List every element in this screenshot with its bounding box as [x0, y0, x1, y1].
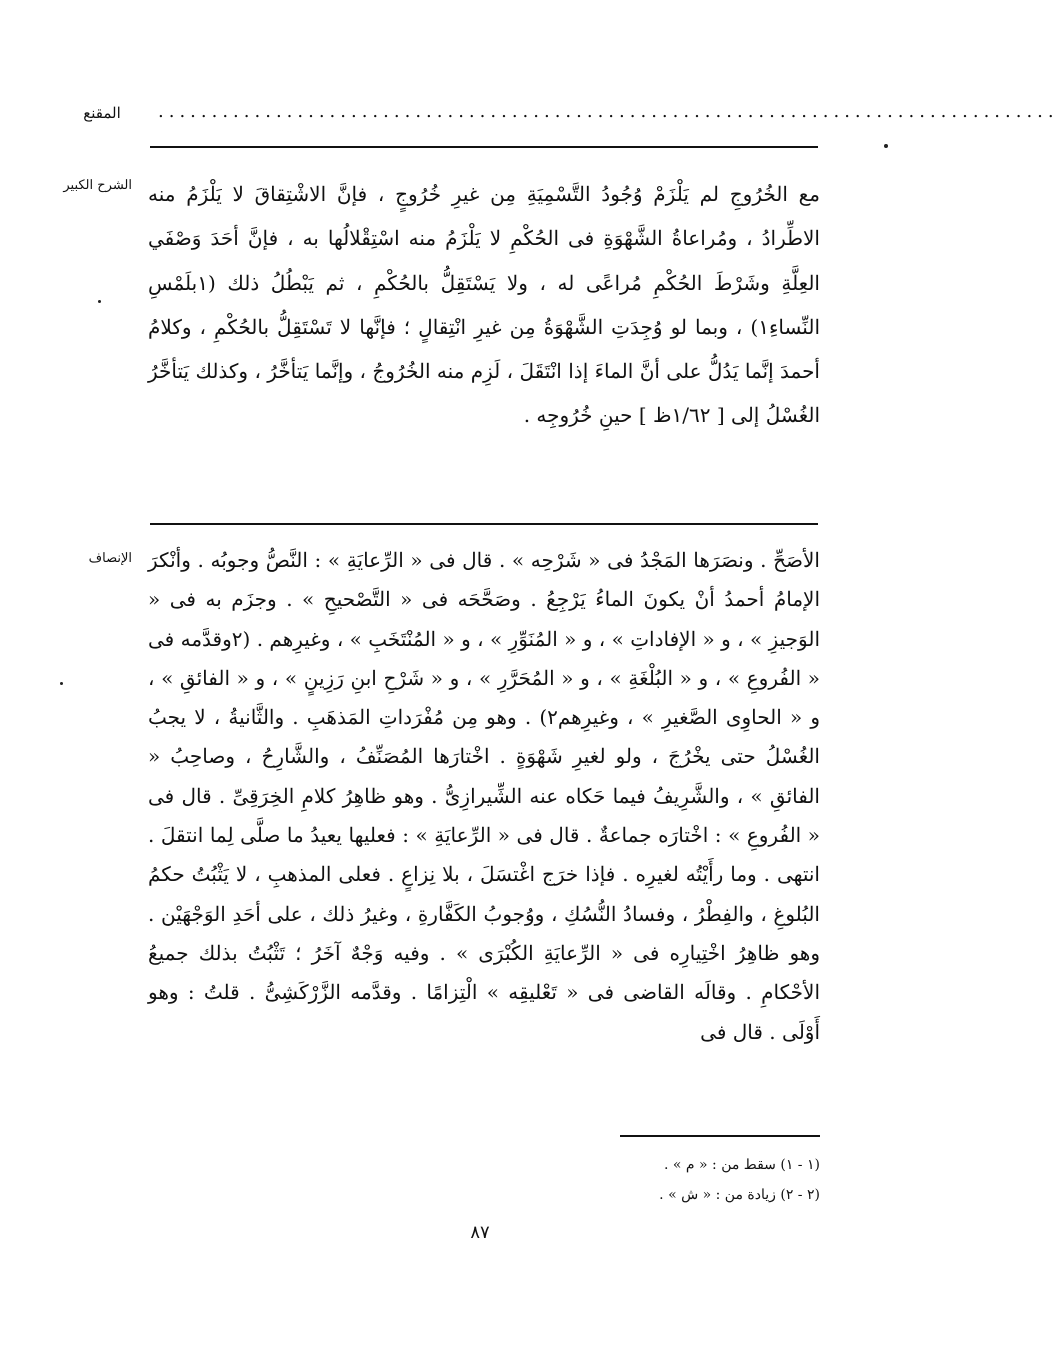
scan-speck — [884, 144, 888, 148]
page-number: ٨٧ — [470, 1222, 490, 1243]
scan-speck — [98, 300, 101, 303]
header-dotted-leader: .................................................................................... — [158, 101, 1059, 122]
header-rule — [150, 146, 818, 148]
insaf-section-label: الإنصاف — [88, 551, 132, 566]
sharh-body-text: مع الخُرُوجِ لم يَلْزَمْ وُجُودُ التَّسْمِيَةِ مِن غيرِ خُرُوجٍ ، فإنَّ الاشْتِقاقَ لا يَلْزَمُ منه الاطِّرادُ ، ومُراعاةُ الشَّهْوَةِ فى الحُكْمِ لا يَلْزَمُ منه اسْتِقْلالُها به ، فإنَّ أحَدَ وَصْفَي العِلَّةِ وشَرْطَ الحُكْمِ مُراعًى له ، ولا يَسْتَقِلُّ بالحُكْمِ ، ثم يَبْطُلُ ذلك (١بلَمْسِ النِّساءِ١) ، وبما لو وُجِدَتِ الشَّهْوَةُ مِن غيرِ انْتِقالٍ ؛ فإنَّها لا تَسْتَقِلُّ بالحُكْمِ ، وكلامُ أحمدَ إنَّما يَدُلُّ على أنَّ الماءَ إذا انْتَقَلَ ، لَزِم منه الخُرُوجُ ، وإنَّما يَتأخَّرُ ، وكذلك يَتأخَّرُ الغُسْلُ إلى [ ١/٦٢ظ ] حينِ خُرُوجِه . — [148, 182, 820, 428]
section-divider-rule — [150, 523, 818, 525]
running-header-title: المقنع — [83, 104, 121, 122]
footnote-rule — [620, 1135, 820, 1137]
footnote-2: (٢ - ٢) زيادة من : « ش » . — [659, 1187, 820, 1203]
insaf-body-text: الأصَحِّ . ونصَرَها المَجْدُ فى « شَرْحِه » . قال فى « الرِّعايَةِ » : النَّصُّ وجوبُه . وأنْكرَ الإمامُ أحمدُ أنْ يكونَ الماءُ يَرْجِعُ . وصَحَّحَه فى « التَّصْحيحِ » . وجزَم به فى « الوَجيزِ » ، و « الإفاداتِ » ، و « المُنَوِّرِ » ، و « المُنْتَخَبِ » ، وغيرِهم . (٢وقدَّمه فى « الفُروعِ » ، و « البُلْغَةِ » ، و « المُحَرَّرِ » ، و « شَرْحِ ابنِ رَزِينٍ » ، و « الفائقِ » ، و « الحاوِى الصَّغيرِ » ، وغيرِهم٢) . وهو مِن مُفْرَداتِ المَذهَبِ . والثَّانيةُ ، لا يجبُ الغُسْلُ حتى يخْرُجَ ، ولو لغيرِ شَهْوَةٍ . اخْتارَها المُصَنِّفُ ، والشَّارِحُ ، وصاحِبُ « الفائقِ » ، والشَّرِيفُ فيما حَكاه عنه الشِّيرازِىُّ . وهو ظاهِرُ كلامِ الخِرَقِىِّ . قال فى « الفُروعِ » : اخْتارَه جماعةٌ . قال فى « الرِّعايَةِ » : فعليها يعيدُ ما صلَّى لِما انتقلَ . انتهى . وما رأَيْتُه لغيرِه . فإذا خرَج اغْتسَلَ ، بلا نِزاعٍ . فعلى المذهبِ ، لا يَثْبُتُ حكمُ البُلوغِ ، والفِطْرُ ، وفسادُ النُّسُكِ ، ووُجوبُ الكَفَّارةِ ، وغيرُ ذلك ، على أحَدِ الوَجْهَيْن . وهو ظاهِرُ اخْتِيارِه فى « الرِّعايَةِ الكُبْرَى » . وفيه وَجْهٌ آخَرُ ؛ تَثْبُتُ بذلك جميعُ الأحْكامِ . وقالَه القاضى فى « تَعْليقِه » الْتِزامًا . وقدَّمه الزَّرْكَشِىُّ . قلتُ : وهو أَوْلَى . قال فى — [148, 548, 820, 1044]
footnote-1: (١ - ١) سقط من : « م » . — [663, 1157, 820, 1173]
sharh-section-label: الشرح الكبير — [63, 178, 132, 193]
scan-speck — [60, 682, 63, 685]
